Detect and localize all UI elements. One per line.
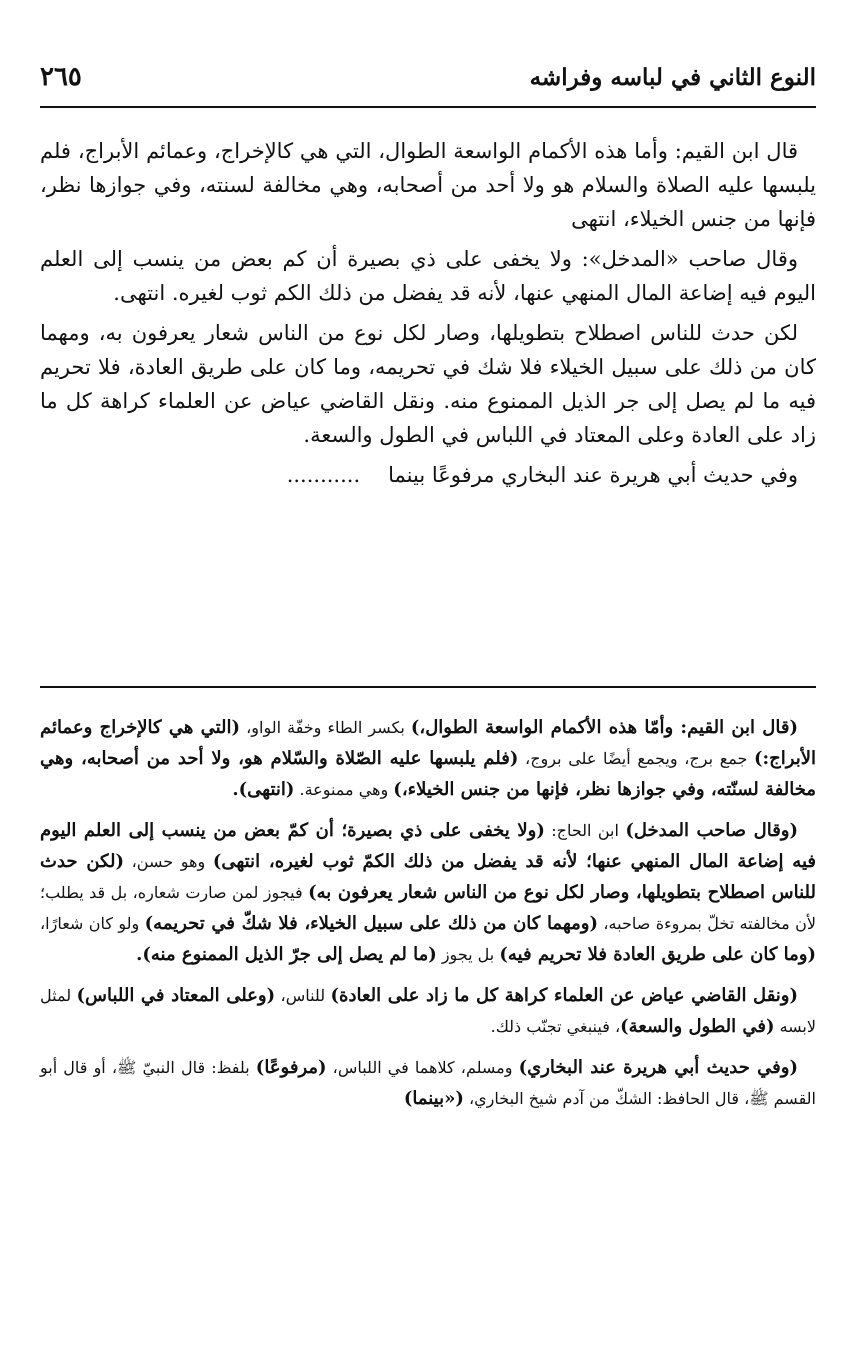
quoted-main-text: (مرفوعًا) (255, 1057, 327, 1078)
commentary-text: بلفظ: قال النبيّ ﷺ، أو قال أبو القسم ﷺ، قال الحافظ: الشكّ من آدم شيخ البخاري، (40, 1058, 816, 1108)
commentary-paragraph-3 (40, 980, 816, 1042)
commentary-text: وهو حسن، (123, 852, 213, 871)
main-paragraph-3: لكن حدث للناس اصطلاح بتطويلها، وصار لكل نوع من الناس شعار يعرفون به، ومهما كان من ذلك على سبيل الخيلاء فلا شك في تحريمه، وما كان على طريق العادة، فلا تحريم فيه ما لم يصل إلى جر الذيل الممنوع منه. ونقل القاضي عياض عن العلماء كراهة كل ما زاد على العادة وعلى المعتاد في اللباس في الطول والسعة. (40, 321, 816, 447)
page-number: ٢٦٥ (40, 62, 82, 92)
main-text (40, 134, 816, 498)
commentary-text: جمع برج، ويجمع أيضًا على بروج، (518, 749, 755, 768)
commentary-paragraph-1 (40, 712, 816, 805)
running-title: النوع الثاني في لباسه وفراشه (529, 64, 816, 91)
commentary-text: بكسر الطاء وخفّة الواو، (240, 718, 411, 737)
commentary-text: ، فينبغي تجنّب ذلك. (490, 1017, 621, 1036)
commentary-text: ابن الحاج: (544, 821, 626, 840)
quoted-main-text: (لكن حدث للناس اصطلاح بتطويلها، وصار لكل نوع من الناس شعار يعرفون به) (40, 851, 817, 903)
commentary-text: فيجوز لمن صارت شعاره، بل قد يطلب؛ لأن مخالفته تخلّ بمروءة صاحبه، (40, 883, 817, 933)
quoted-main-text: (ونقل القاضي عياض عن العلماء كراهة كل ما زاد على العادة) (330, 985, 799, 1006)
quoted-main-text: (وما كان على طريق العادة فلا تحريم فيه) (499, 944, 816, 965)
quoted-main-text: (وقال صاحب المدخل) (625, 820, 799, 841)
commentary-text: لمثل لابسه (40, 986, 816, 1036)
quoted-main-text: (انتهى). (232, 779, 295, 800)
quoted-main-text: (فلم يلبسها عليه الصّلاة والسّلام هو، ولا أحد من أصحابه، وهي مخالفة لسنّته، وفي جوازها نظر، فإنها من جنس الخيلاء،) (40, 748, 816, 800)
quoted-main-text: (ولا يخفى على ذي بصيرة؛ أن كمّ بعض من ينسب إلى العلم اليوم فيه إضاعة المال المنهي عنها؛ لأنه قد يفضل من ذلك الكمّ ثوب لغيره، انتهى) (40, 820, 816, 872)
quoted-main-text: (ومهما كان من ذلك على سبيل الخيلاء، فلا شكّ في تحريمه) (144, 913, 598, 934)
commentary-text: ولو كان شعارًا، (40, 914, 145, 933)
commentary-text: وهي ممنوعة. (294, 780, 394, 799)
commentary-text: للناس، (275, 986, 331, 1005)
commentary-separator (40, 686, 816, 688)
commentary-paragraph-4 (40, 1052, 816, 1114)
main-paragraph-2: وقال صاحب «المدخل»: ولا يخفى على ذي بصيرة أن كم بعض من ينسب إلى العلم اليوم فيه إضاعة المال المنهي عنها، لأنه قد يفضل من ذلك الكم ثوب لغيره. انتهى. (40, 247, 816, 305)
quoted-main-text: (قال ابن القيم: وأمّا هذه الأكمام الواسعة الطوال،) (410, 717, 798, 738)
commentary (40, 712, 816, 1124)
commentary-paragraph-2 (40, 815, 816, 970)
quoted-main-text: (وفي حديث أبي هريرة عند البخاري) (518, 1057, 798, 1078)
quoted-main-text: («بينما) (403, 1088, 464, 1109)
continuation-dots: ........... (286, 463, 361, 487)
commentary-text: بل يجوز (436, 945, 500, 964)
quoted-main-text: (ما لم يصل إلى جرّ الذيل الممنوع منه). (136, 944, 437, 965)
page-header (40, 58, 816, 102)
commentary-text: ومسلم، كلاهما في اللباس، (326, 1058, 519, 1077)
main-paragraph-4-text: وفي حديث أبي هريرة عند البخاري مرفوعًا بينما (388, 463, 798, 487)
quoted-main-text: (وعلى المعتاد في اللباس) (76, 985, 276, 1006)
main-paragraph-1: قال ابن القيم: وأما هذه الأكمام الواسعة الطوال، التي هي كالإخراج، وعمائم الأبراج، فلم يلبسها عليه الصلاة والسلام هو ولا أحد من أصحابه، وهي مخالفة لسنته، وفي جوازها نظر، فإنها من جنس الخيلاء، انتهى (40, 139, 816, 231)
main-paragraph-4 (40, 458, 816, 492)
quoted-main-text: (التي هي كالإخراج وعمائم الأبراج:) (40, 717, 817, 769)
header-rule (40, 106, 816, 108)
quoted-main-text: (في الطول والسعة) (620, 1016, 775, 1037)
